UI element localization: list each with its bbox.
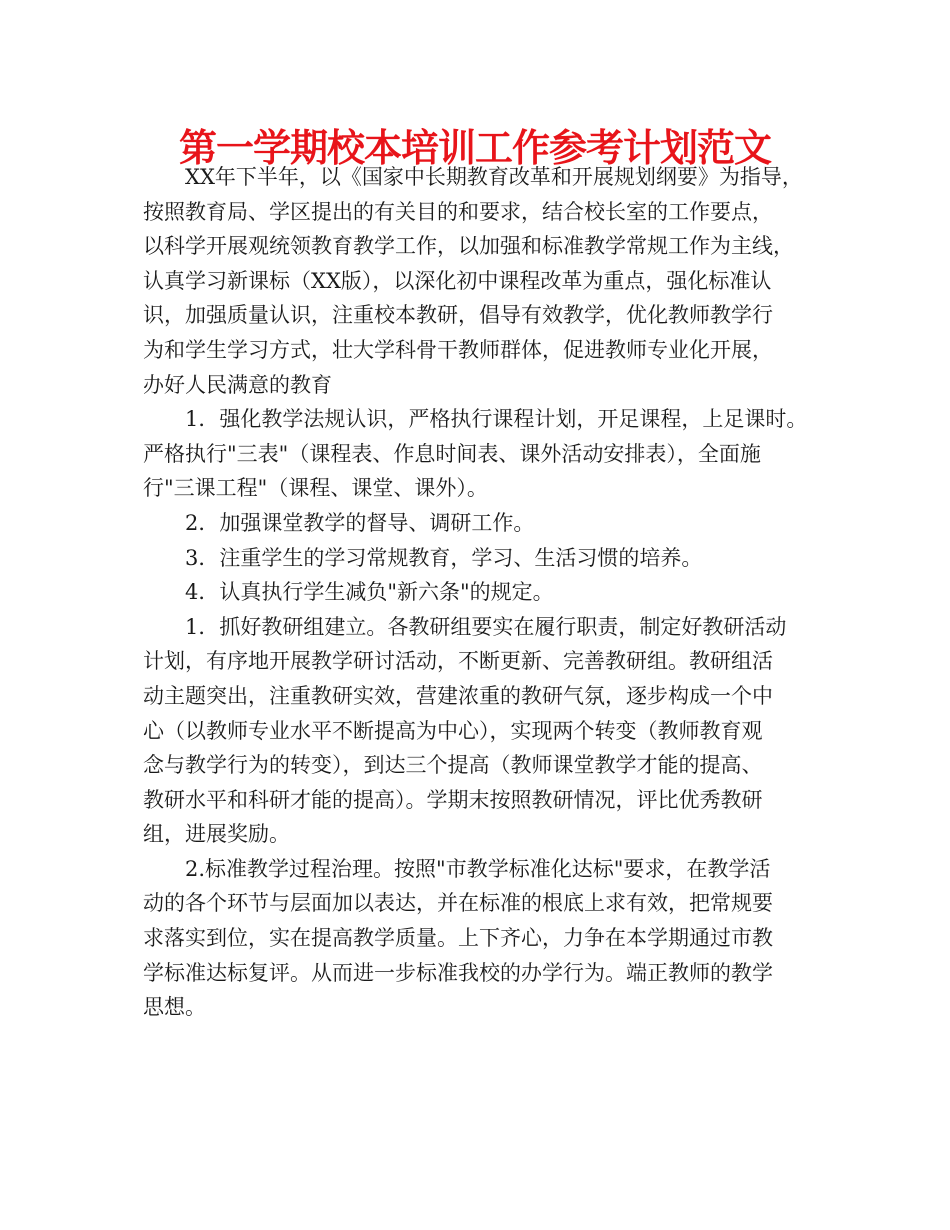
paragraph-line: 求落实到位，实在提高教学质量。上下齐心，力争在本学期通过市教 — [143, 926, 773, 951]
paragraph-line: 计划，有序地开展教学研讨活动，不断更新、完善教研组。教研组活 — [143, 649, 773, 674]
paragraph-line: XX年下半年，以《国家中长期教育改革和开展规划纲要》为指导， — [185, 165, 803, 189]
paragraph-line: 3．注重学生的学习常规教育，学习、生活习惯的培养。 — [185, 545, 703, 570]
paragraph-line: 1．抓好教研组建立。各教研组要实在履行职责，制定好教研活动 — [185, 614, 787, 639]
paragraph-line: 思想。 — [143, 995, 206, 1020]
paragraph-line: 办好人民满意的教育 — [143, 372, 332, 397]
paragraph-line: 按照教育局、学区提出的有关目的和要求，结合校长室的工作要点， — [143, 199, 773, 224]
paragraph-line: 2.标准教学过程治理。按照"市教学标准化达标"要求，在教学活 — [185, 856, 771, 881]
paragraph-line: 为和学生学习方式，壮大学科骨干教师群体，促进教师专业化开展， — [143, 337, 773, 362]
paragraph-line: 心（以教师专业水平不断提高为中心），实现两个转变（教师教育观 — [143, 718, 763, 743]
paragraph — [143, 610, 823, 852]
paragraph-line: 学标准达标复评。从而进一步标准我校的办学行为。端正教师的教学 — [143, 960, 773, 985]
paragraph-line: 教研水平和科研才能的提高）。学期末按照教研情况，评比优秀教研 — [143, 787, 763, 812]
paragraph-line: 行"三课工程"（课程、课堂、课外）。 — [143, 476, 488, 501]
paragraph — [143, 160, 823, 402]
document-body — [143, 160, 823, 1025]
paragraph-line: 念与教学行为的转变），到达三个提高（教师课堂教学才能的提高、 — [143, 753, 763, 778]
paragraph-line: 动主题突出，注重教研实效，营建浓重的教研气氛，逐步构成一个中 — [143, 683, 773, 708]
paragraph — [143, 852, 823, 1025]
paragraph-line: 2．加强课堂教学的督导、调研工作。 — [185, 510, 535, 535]
document-title: 第一学期校本培训工作参考计划范文 — [178, 126, 771, 170]
paragraph-line: 以科学开展观统领教育教学工作，以加强和标准教学常规工作为主线， — [143, 234, 794, 259]
paragraph — [143, 506, 823, 541]
paragraph-line: 1．强化教学法规认识，严格执行课程计划，开足课程，上足课时。 — [185, 407, 808, 432]
paragraph — [143, 541, 823, 576]
paragraph — [143, 402, 823, 506]
paragraph-line: 严格执行"三表"（课程表、作息时间表、课外活动安排表），全面施 — [143, 441, 761, 466]
paragraph — [143, 575, 823, 610]
paragraph-line: 动的各个环节与层面加以表达，并在标准的根底上求有效，把常规要 — [143, 891, 773, 916]
paragraph-line: 组，进展奖励。 — [143, 822, 290, 847]
paragraph-line: 4．认真执行学生减负"新六条"的规定。 — [185, 580, 554, 605]
paragraph-line: 认真学习新课标（XX版），以深化初中课程改革为重点，强化标准认 — [143, 268, 772, 293]
paragraph-line: 识，加强质量认识，注重校本教研，倡导有效教学，优化教师教学行 — [143, 303, 773, 328]
